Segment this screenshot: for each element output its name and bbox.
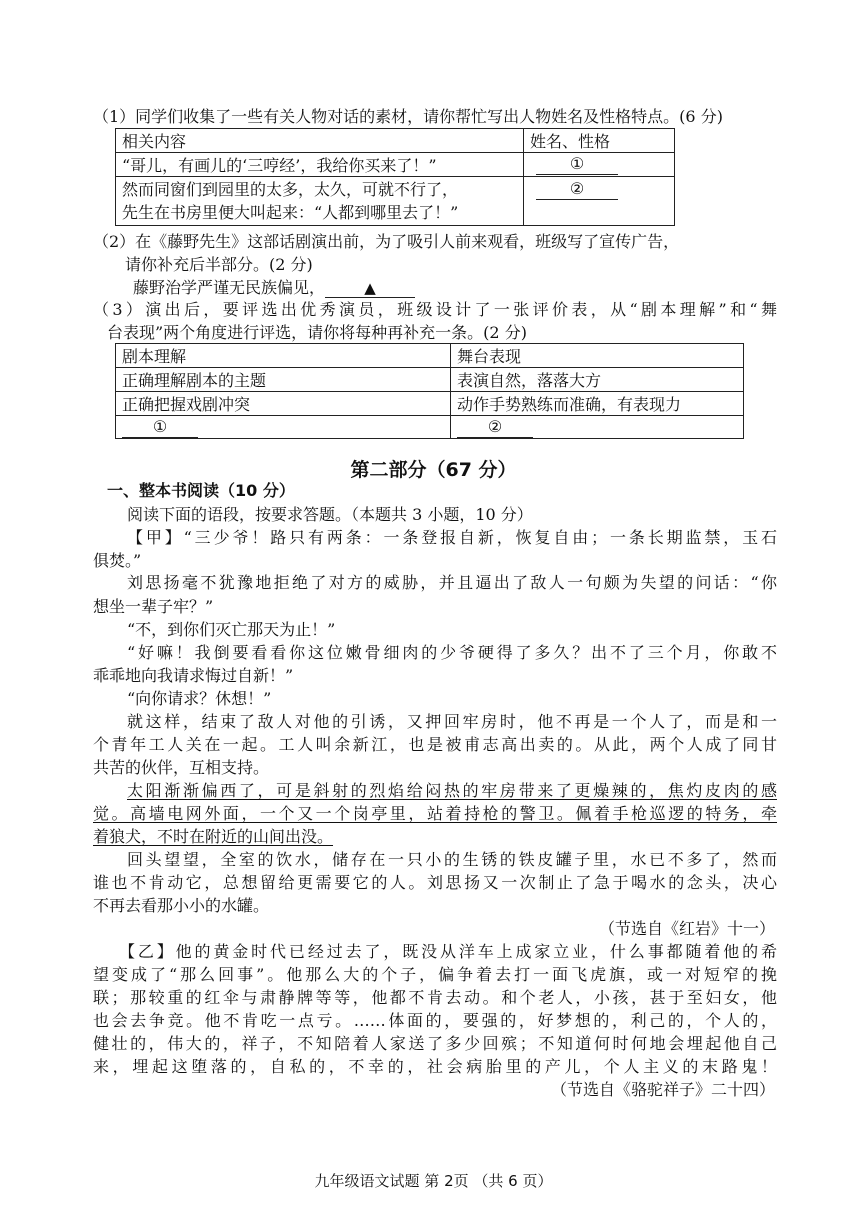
answer-blank[interactable]: ① bbox=[536, 154, 618, 175]
table-row bbox=[116, 344, 744, 368]
table-row bbox=[116, 177, 675, 226]
jia-line: 【甲】“三少爷！路只有两条：一条登报自新，恢复自由；一条长期监禁，玉石 bbox=[127, 528, 777, 547]
q2-answer-line bbox=[133, 277, 777, 298]
jia-underlined-line: 觉。高墙电网外面，一个又一个岗亭里，站着持枪的警卫。佩着手枪巡逻的特务，牵 bbox=[93, 804, 777, 823]
jia-line: 不再去看那小小的水罐。 bbox=[93, 896, 270, 915]
table-row bbox=[116, 392, 744, 416]
answer-blank[interactable]: ② bbox=[457, 417, 533, 438]
jia-line: “不，到你们灭亡那天为止！” bbox=[127, 620, 336, 639]
jia-line: 谁也不肯动它，总想留给更需要它的人。刘思扬又一次制止了急于喝水的念头，决心 bbox=[93, 873, 777, 892]
q3-header-script: 剧本理解 bbox=[116, 344, 451, 368]
table-cell: 表演自然，落落大方 bbox=[451, 368, 744, 392]
q1-row1-answer[interactable] bbox=[524, 153, 675, 177]
q1-table bbox=[115, 128, 675, 226]
jia-line: 刘思扬毫不犹豫地拒绝了对方的威胁，并且逼出了敌人一句颇为失望的问话：“你 bbox=[127, 573, 777, 592]
yi-line: 联；那较重的红伞与肃静牌等等，他都不肯去动。和个老人，小孩，甚于至妇女，他 bbox=[93, 988, 777, 1007]
q1-stem: （1）同学们收集了一些有关人物对话的素材，请你帮忙写出人物姓名及性格特点。(6 分) bbox=[93, 107, 723, 126]
q2-answer-prefix: 藤野治学严谨无民族偏见， bbox=[133, 278, 326, 297]
jia-line: “向你请求？休想！” bbox=[127, 689, 272, 708]
jia-line: 共苦的伙伴，互相支持。 bbox=[93, 758, 270, 777]
q1-header-name: 姓名、性格 bbox=[524, 129, 675, 153]
q2-answer-blank[interactable]: ▲ bbox=[325, 279, 415, 298]
table-cell: 动作手势熟练而准确，有表现力 bbox=[451, 392, 744, 416]
q3-header-stage: 舞台表现 bbox=[451, 344, 744, 368]
answer-blank[interactable]: ② bbox=[536, 179, 618, 200]
table-row bbox=[116, 129, 675, 153]
yi-line: 【乙】他的黄金时代已经过去了，既没从洋车上成家立业，什么事都随着他的希 bbox=[119, 942, 777, 961]
section1-heading: 一、整本书阅读（10 分） bbox=[107, 481, 295, 500]
q1-row2-content bbox=[116, 177, 524, 226]
answer-blank[interactable]: ① bbox=[122, 417, 198, 438]
yi-line: 来，埋起这堕落的，自私的，不幸的，社会病胎里的产儿，个人主义的末路鬼！ bbox=[93, 1057, 777, 1076]
jia-line: 个青年工人关在一起。工人叫余新江，也是被甫志高出卖的。从此，两个人成了同甘 bbox=[93, 735, 777, 754]
q2-stem-line2: 请你补充后半部分。(2 分) bbox=[125, 255, 313, 274]
q3-blank-cell[interactable] bbox=[451, 416, 744, 439]
jia-line: 乖乖地向我请求悔过自新！” bbox=[93, 666, 294, 685]
table-row bbox=[116, 153, 675, 177]
table-cell: 正确理解剧本的主题 bbox=[116, 368, 451, 392]
yi-source: （节选自《骆驼祥子》二十四） bbox=[550, 1080, 775, 1099]
q1-row2-answer[interactable] bbox=[524, 177, 675, 226]
q3-blank-cell[interactable] bbox=[116, 416, 451, 439]
jia-line: 就这样，结束了敌人对他的引诱，又押回牢房时，他不再是一个人了，而是和一 bbox=[127, 712, 777, 731]
reading-intro: 阅读下面的语段，按要求答题。（本题共 3 小题，10 分） bbox=[127, 505, 533, 524]
jia-line: 俱焚。” bbox=[93, 551, 142, 570]
table-row bbox=[116, 368, 744, 392]
yi-line: 也会去争竞。他不肯吃一点亏。……体面的，要强的，好梦想的，利己的，个人的， bbox=[93, 1011, 777, 1030]
yi-line: 望变成了“那么回事”。他那么大的个子，偏争着去打一面飞虎旗，或一对短窄的挽 bbox=[93, 965, 777, 984]
table-row bbox=[116, 416, 744, 439]
q1-row2-line: 先生在书房里便大叫起来：“人都到哪里去了！” bbox=[122, 203, 459, 222]
q3-stem-line1: （3）演出后，要评选出优秀演员，班级设计了一张评价表，从“剧本理解”和“舞 bbox=[93, 300, 777, 319]
jia-underlined-line: 着狼犬，不时在附近的山间出没。 bbox=[93, 827, 334, 846]
jia-source: （节选自《红岩》十一） bbox=[598, 919, 775, 938]
table-cell: 正确把握戏剧冲突 bbox=[116, 392, 451, 416]
q3-stem-line2: 台表现”两个角度进行评选，请你将每种再补充一条。(2 分) bbox=[107, 323, 527, 342]
jia-line: “好嘛！我倒要看看你这位嫩骨细肉的少爷硬得了多久？出不了三个月，你敢不 bbox=[127, 643, 777, 662]
yi-line: 健壮的，伟大的，祥子，不知陪着人家送了多少回殡；不知道何时何地会埋起他自己 bbox=[93, 1034, 777, 1053]
jia-line: 想坐一辈子牢？” bbox=[93, 597, 214, 616]
q1-row1-content: “哥儿，有画儿的‘三哼经’，我给你买来了！” bbox=[116, 153, 524, 177]
q3-table bbox=[115, 343, 744, 439]
part2-title: 第二部分（67 分） bbox=[350, 459, 517, 481]
jia-underlined-line: 太阳渐渐偏西了，可是斜射的烈焰给闷热的牢房带来了更燥辣的，焦灼皮肉的感 bbox=[127, 781, 777, 800]
q2-stem-line1: （2）在《藤野先生》这部话剧演出前，为了吸引人前来观看，班级写了宣传广告， bbox=[93, 232, 680, 251]
q1-row2-line: 然而同窗们到园里的太多，太久，可就不行了， bbox=[122, 180, 459, 199]
q1-header-content: 相关内容 bbox=[116, 129, 524, 153]
jia-line: 回头望望，全室的饮水，储存在一只小的生锈的铁皮罐子里，水已不多了，然而 bbox=[127, 850, 777, 869]
page-footer: 九年级语文试题 第 2页 （共 6 页） bbox=[314, 1172, 553, 1190]
